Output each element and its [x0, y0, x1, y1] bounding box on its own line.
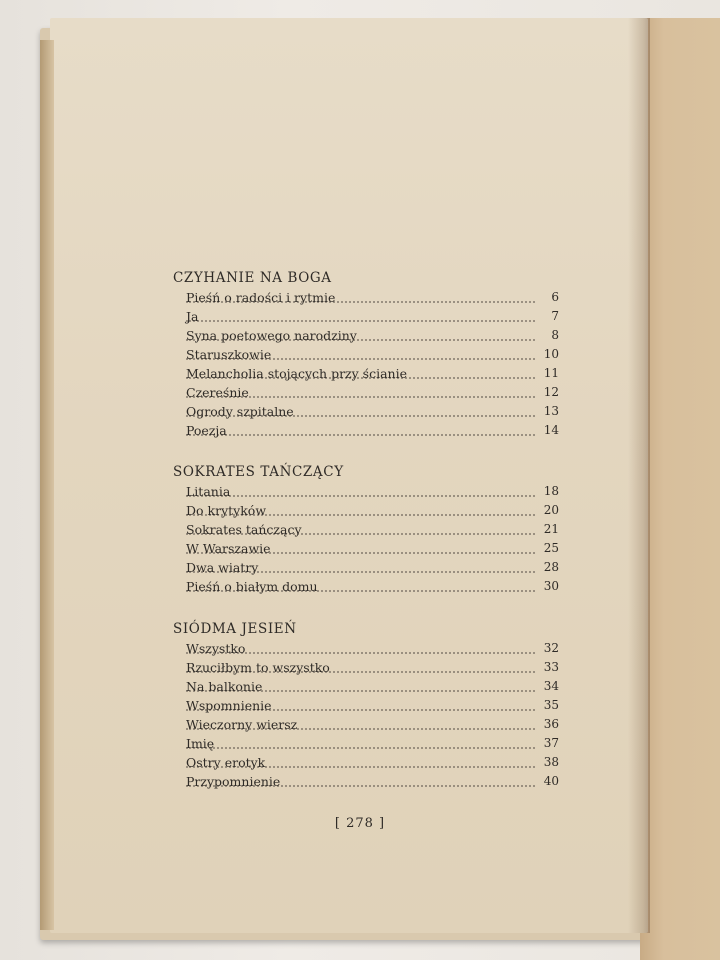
- entry-title: Do krytyków: [186, 503, 267, 518]
- entry-page: 18: [543, 484, 559, 498]
- section-title: SIÓDMA JESIEŃ: [173, 621, 297, 637]
- entry-page: 10: [543, 347, 559, 361]
- entry-title: Melancholia stojących przy ścianie: [186, 366, 407, 381]
- toc-entry: [186, 501, 563, 520]
- entry-page: 14: [543, 423, 559, 437]
- entry-page: 13: [543, 404, 559, 418]
- entry-page: 25: [543, 541, 559, 555]
- table-of-contents: [173, 268, 563, 791]
- toc-entry: [186, 734, 563, 753]
- toc-entry: [186, 482, 563, 501]
- toc-entry: [186, 677, 563, 696]
- toc-entry: [186, 345, 563, 364]
- entry-title: Rzuciłbym to wszystko: [186, 660, 330, 675]
- entry-page: 6: [551, 290, 559, 304]
- entry-title: Wspomnienie: [186, 698, 272, 713]
- entry-page: 8: [551, 328, 559, 342]
- toc-entry: [186, 539, 563, 558]
- entry-page: 36: [543, 717, 559, 731]
- entry-title: Przypomnienie: [186, 774, 281, 789]
- entry-page: 38: [543, 755, 559, 769]
- entry-title: Pieśń o białym domu: [186, 579, 318, 594]
- dot-leader: [186, 434, 535, 436]
- entry-page: 20: [543, 503, 559, 517]
- page-number: [ 278 ]: [334, 816, 386, 831]
- entry-title: Litania: [186, 484, 231, 499]
- toc-entry: [186, 383, 563, 402]
- toc-entry: [186, 558, 563, 577]
- section-spacer: [173, 440, 563, 462]
- entry-title: Wszystko: [186, 641, 246, 656]
- toc-entry: [186, 753, 563, 772]
- entry-title: Ja: [186, 309, 199, 324]
- entry-title: Wieczorny wiersz: [186, 717, 298, 732]
- entry-page: 28: [543, 560, 559, 574]
- entry-title: Dwa wiatry: [186, 560, 259, 575]
- toc-entry: [186, 715, 563, 734]
- dot-leader: [186, 495, 535, 497]
- toc-entry: [186, 577, 563, 596]
- toc-entry: [186, 402, 563, 421]
- entry-title: Ostry erotyk: [186, 755, 266, 770]
- toc-entry: [186, 307, 563, 326]
- section-title: CZYHANIE NA BOGA: [173, 270, 332, 286]
- toc-entry: [186, 639, 563, 658]
- toc-entry: [186, 772, 563, 791]
- entry-page: 37: [543, 736, 559, 750]
- entry-page: 33: [543, 660, 559, 674]
- entry-title: Na balkonie: [186, 679, 263, 694]
- toc-entry: [186, 696, 563, 715]
- entry-page: 21: [543, 522, 559, 536]
- entry-page: 34: [543, 679, 559, 693]
- entry-title: Ogrody szpitalne: [186, 404, 294, 419]
- entry-title: W Warszawie: [186, 541, 271, 556]
- entry-title: Imię: [186, 736, 215, 751]
- toc-entry: [186, 421, 563, 440]
- entry-title: Pieśń o radości i rytmie: [186, 290, 336, 305]
- entry-title: Poezja: [186, 423, 227, 438]
- entry-title: Syna poetowego narodziny: [186, 328, 357, 343]
- entry-page: 7: [551, 309, 559, 323]
- entry-title: Sokrates tańczący: [186, 522, 302, 537]
- entry-title: Staruszkowie: [186, 347, 272, 362]
- toc-entry: [186, 658, 563, 677]
- toc-entry: [186, 288, 563, 307]
- entry-title: Czereśnie: [186, 385, 249, 400]
- section-spacer: [173, 596, 563, 619]
- toc-entry: [186, 364, 563, 383]
- section-title: SOKRATES TAŃCZĄCY: [173, 464, 344, 480]
- entry-page: 12: [543, 385, 559, 399]
- entry-page: 40: [543, 774, 559, 788]
- entry-page: 30: [543, 579, 559, 593]
- page-edges: [40, 40, 54, 930]
- dot-leader: [186, 320, 535, 322]
- dot-leader: [186, 747, 535, 749]
- toc-entry: [186, 326, 563, 345]
- entry-page: 11: [543, 366, 559, 380]
- toc-entry: [186, 520, 563, 539]
- entry-page: 35: [543, 698, 559, 712]
- book-gutter: [628, 18, 650, 933]
- entry-page: 32: [543, 641, 559, 655]
